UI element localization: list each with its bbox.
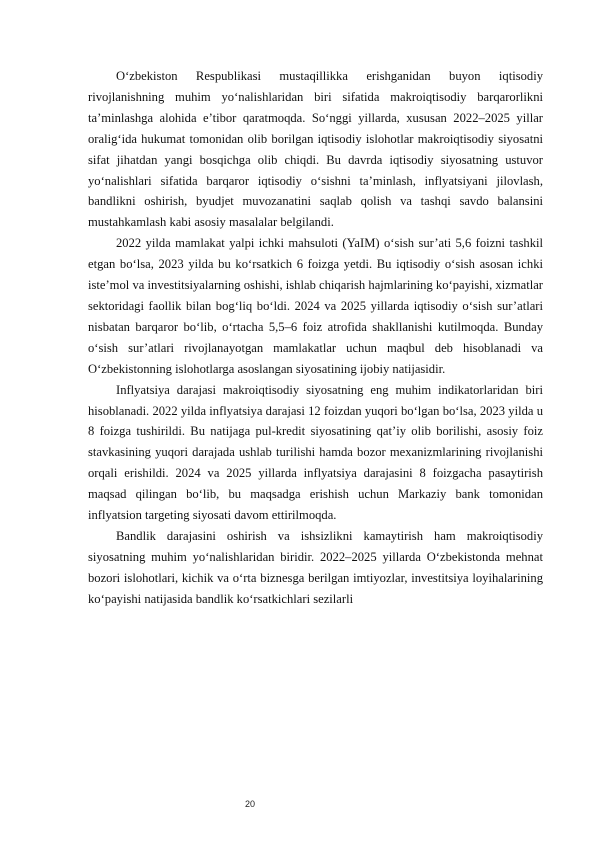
paragraph-1: O‘zbekiston Respublikasi mustaqillikka erishganidan buyon iqtisodiy rivojlanishning muhim yo‘nalishlaridan biri sifatida makroiqtisodiy barqarorlikni ta’minlashga alohida e’tibor qaratmoqda. So‘nggi yillarda, xususan 2022–2025 yillar oralig‘ida hukumat tomonidan olib borilgan iqtisodiy islohotlar makroiqtisodiy siyosatni sifat jihatdan yangi bosqichga olib chiqdi. Bu davrda iqtisodiy siyosatning ustuvor yo‘nalishlari sifatida barqaror iqtisodiy o‘sishni ta’minlash, inflyatsiyani jilovlash, bandlikni oshirish, byudjet muvozanatini saqlab qolish va tashqi savdo balansini mustahkamlash kabi asosiy masalalar belgilandi. bbox=[88, 69, 543, 230]
paragraph-4: Bandlik darajasini oshirish va ishsizlikni kamaytirish ham makroiqtisodiy siyosatning muhim yo‘nalishlaridan biridir. 2022–2025 yillarda O‘zbekistonda mehnat bozori islohotlari, kichik va o‘rta biznesga berilgan imtiyozlar, investitsiya loyihalarining ko‘payishi natijasida bandlik ko‘rsatkichlari sezilarli bbox=[88, 528, 543, 606]
page-number: 20 bbox=[244, 799, 255, 809]
paragraph-3: Inflyatsiya darajasi makroiqtisodiy siyosatning eng muhim indikatorlaridan biri hisoblanadi. 2022 yilda inflyatsiya darajasi 12 foizdan yuqori bo‘lgan bo‘lsa, 2023 yilda u 8 foizga tushirildi. Bu natijaga pul-kredit siyosatining qat’iy olib borilishi, asosiy foiz stavkasining yuqori darajada ushlab turilishi hamda bozor mexanizmlarining rivojlanishi orqali erishildi. 2024 va 2025 yillarda inflyatsiya darajasini 8 foizgacha pasaytirish maqsad qilingan bo‘lib, bu maqsadga erishish uchun Markaziy bank tomonidan inflyatsion targeting siyosati davom ettirilmoqda. bbox=[88, 382, 543, 523]
body-text bbox=[88, 66, 543, 610]
paragraph-2: 2022 yilda mamlakat yalpi ichki mahsuloti (YaIM) o‘sish sur’ati 5,6 foizni tashkil etgan bo‘lsa, 2023 yilda bu ko‘rsatkich 6 foizga yetdi. Bu iqtisodiy o‘sish asosan ichki iste’mol va investitsiyalarning oshishi, ishlab chiqarish hajmlarining ko‘payishi, xizmatlar sektoridagi faollik bilan bog‘liq bo‘ldi. 2024 va 2025 yillarda iqtisodiy o‘sish sur’atlari nisbatan barqaror bo‘lib, o‘rtacha 5,5–6 foiz atrofida shakllanishi kutilmoqda. Bunday o‘sish sur’atlari rivojlanayotgan mamlakatlar uchun maqbul deb hisoblanadi va O‘zbekistonning islohotlarga asoslangan siyosatining ijobiy natijasidir. bbox=[88, 236, 543, 376]
